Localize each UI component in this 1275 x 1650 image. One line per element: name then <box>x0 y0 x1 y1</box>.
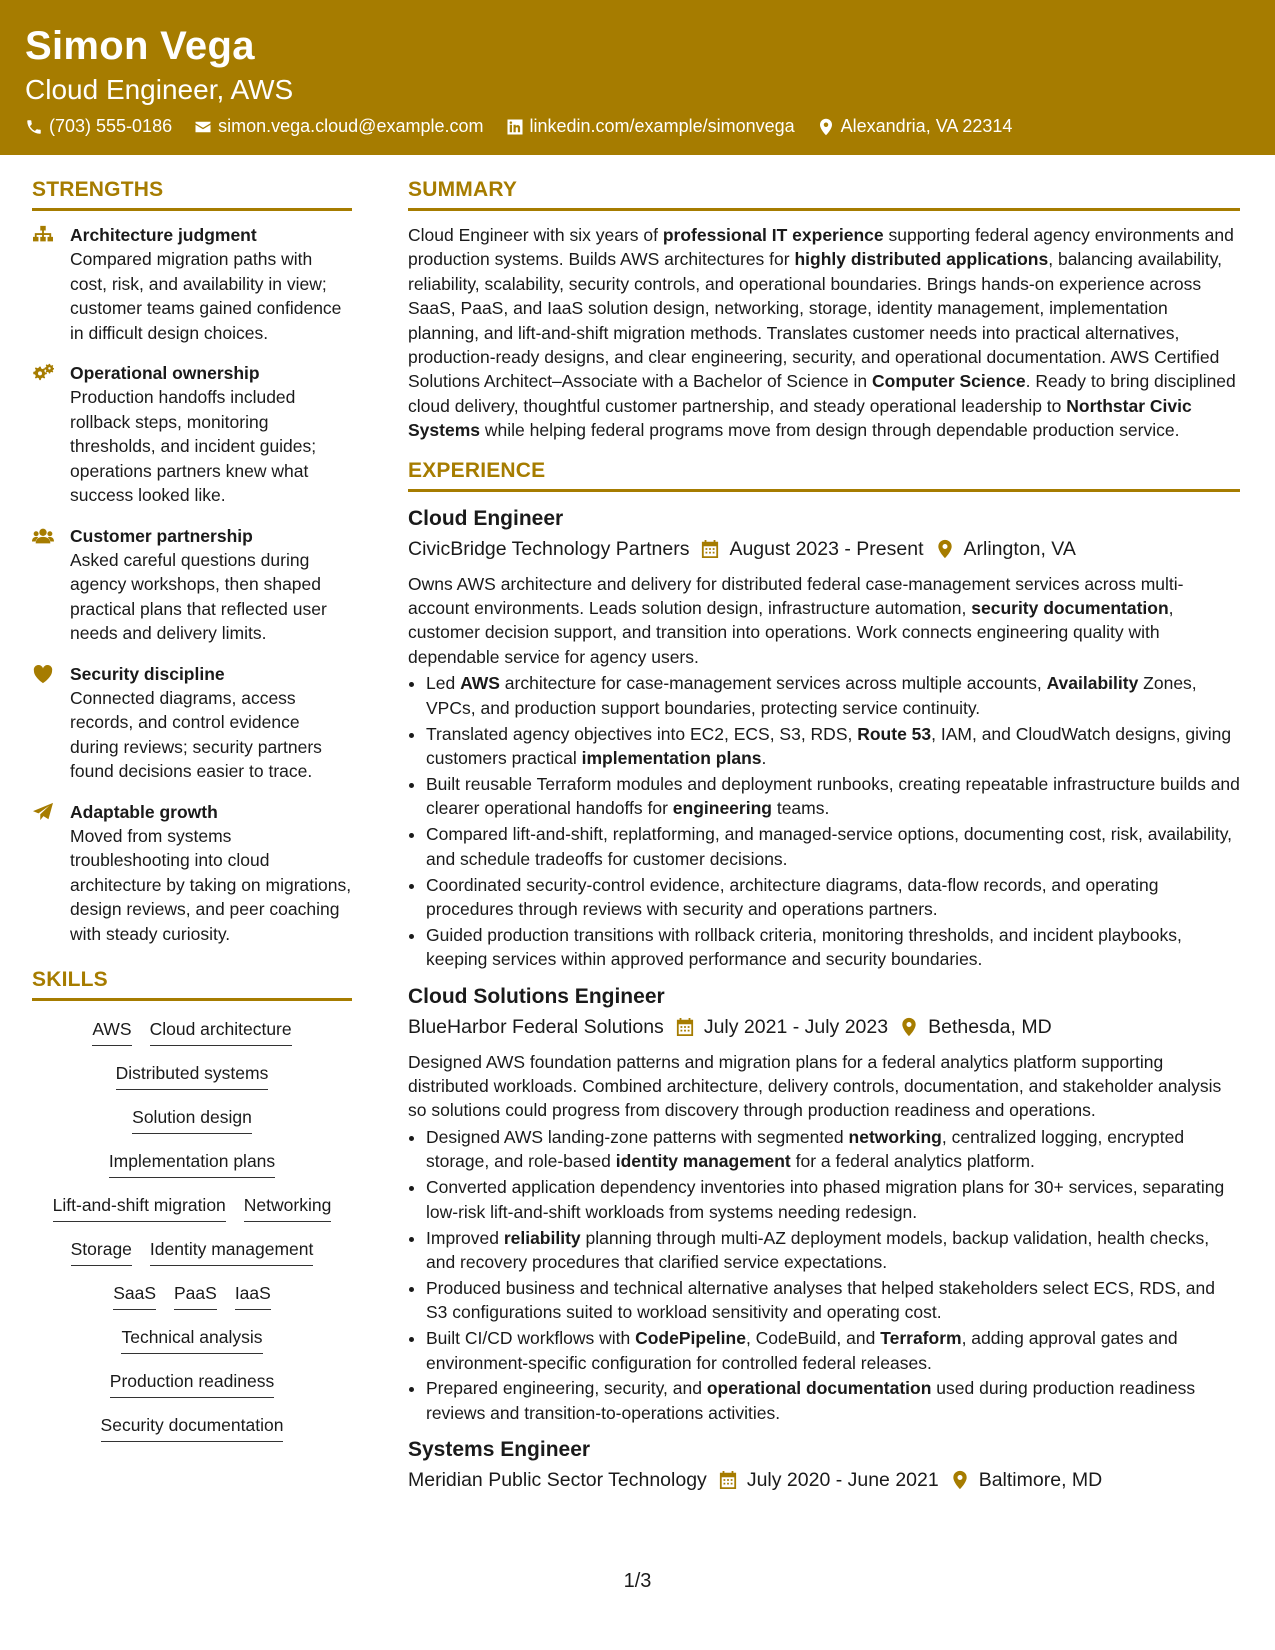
job-description <box>408 1050 1240 1123</box>
skills-row <box>32 1097 352 1141</box>
bold-text: networking <box>848 1126 942 1147</box>
email-icon <box>194 118 212 136</box>
text-run: , balancing availability, reliability, scalability, security controls, and operational boundaries. Brings hands-on experience across SaaS, PaaS, and IaaS solution design, networking, storage, identity management, implementation planning, and lift-and-shift migration methods. Translates customer needs into practical alternatives, production-ready designs, and clear engineering, security, and operational documentation. AWS Certified Solutions Architect–Associate with a Bachelor of Science in <box>408 249 1223 392</box>
skill-tag: Solution design <box>132 1097 252 1134</box>
text-run: Owns AWS architecture and delivery for distributed federal case-management services across multi-account environments. Leads solution design, infrastructure automation, <box>408 573 1184 619</box>
phone-icon <box>25 118 43 136</box>
text-run: Produced business and technical alternative analyses that helped stakeholders select ECS, RDS, and S3 configurations suited to workload sensitivity and operating cost. <box>426 1277 1215 1323</box>
bold-text: operational documentation <box>706 1378 932 1399</box>
text-run: Built CI/CD workflows with <box>426 1328 636 1349</box>
location-icon <box>817 118 835 136</box>
page-number: 1/3 <box>623 1570 652 1592</box>
calendar-icon <box>676 1017 694 1037</box>
strength-title: Adaptable growth <box>70 801 218 822</box>
skills-row <box>32 1053 352 1097</box>
bold-text: Northstar Civic Systems <box>408 395 1192 441</box>
job-company: Meridian Public Sector Technology <box>408 1469 707 1492</box>
text-run: teams. <box>771 798 830 819</box>
text-run: for a federal analytics platform. <box>790 1151 1035 1172</box>
text-run: Designed AWS landing-zone patterns with segmented <box>426 1126 849 1147</box>
summary-heading: SUMMARY <box>408 178 1240 211</box>
bullet-item <box>426 1125 1240 1174</box>
skills-row <box>32 1141 352 1185</box>
text-run: planning through multi-AZ deployment models, backup validation, health checks, and recovery procedures that clarified service expectations. <box>426 1227 1210 1272</box>
text-run: Improved <box>426 1227 504 1248</box>
text-run: Zones, VPCs, and production support boundaries, protecting service continuity. <box>426 673 1197 718</box>
bullet-item <box>426 671 1240 720</box>
text-run: Built reusable Terraform modules and deployment runbooks, creating repeatable infrastructure builds and clearer operational handoffs for <box>426 773 1240 819</box>
text-run: used during production readiness reviews and transition-to-operations activities. <box>426 1378 1196 1423</box>
skill-tag: Security documentation <box>101 1405 284 1442</box>
candidate-title: Cloud Engineer, AWS <box>25 74 294 105</box>
contact-location <box>817 116 1013 137</box>
text-run: architecture for case-management services across multiple accounts, <box>499 673 1047 694</box>
bullet-item <box>426 1276 1240 1325</box>
skills-row <box>32 1009 352 1053</box>
strength-text: Compared migration paths with cost, risk, and availability in view; customer teams gained confidence in difficult design choices. <box>70 249 342 343</box>
linkedin-icon <box>506 118 524 136</box>
bullet-item <box>426 1175 1240 1224</box>
bullet-item <box>426 1226 1240 1275</box>
text-run: Designed AWS foundation patterns and migration plans for a federal analytics platform supporting distributed workloads. Combined architecture, delivery controls, documentation, and stakeholder analysis so solutions could progress from discovery through production readiness and operations. <box>408 1051 1222 1121</box>
job-bullets <box>408 1125 1240 1425</box>
text-run: Guided production transitions with rollback criteria, monitoring thresholds, and incident playbooks, keeping services within approved performance and security boundaries. <box>426 924 1182 970</box>
linkedin-text: linkedin.com/example/simonvega <box>529 116 795 136</box>
bold-text: CodePipeline <box>635 1328 746 1349</box>
bullet-item <box>426 923 1240 972</box>
job-company: CivicBridge Technology Partners <box>408 537 690 560</box>
text-run: supporting federal agency environments and production systems. Builds AWS architectures for <box>408 225 1234 270</box>
job-company: BlueHarbor Federal Solutions <box>408 1015 664 1038</box>
skills-row <box>32 1405 352 1449</box>
heart-icon <box>32 664 54 684</box>
skill-tag: Storage <box>71 1229 132 1266</box>
bold-text: reliability <box>503 1227 581 1248</box>
bullet-item <box>426 873 1240 922</box>
skills-row <box>32 1185 352 1229</box>
bullet-item <box>426 1326 1240 1375</box>
strength-title: Operational ownership <box>70 363 260 383</box>
text-run: Converted application dependency inventories into phased migration plans for 30+ services, separating low-risk lift-and-shift workloads from systems needing redesign. <box>426 1177 1225 1222</box>
skill-tag: IaaS <box>235 1273 271 1310</box>
text-run: Prepared engineering, security, and <box>426 1378 707 1399</box>
skill-tag: Implementation plans <box>109 1141 275 1178</box>
summary-text <box>408 223 1240 443</box>
job-meta <box>408 534 1240 564</box>
strength-item <box>32 223 352 345</box>
job-entry <box>408 1435 1240 1495</box>
bold-text: Terraform <box>880 1328 962 1349</box>
strength-item <box>32 662 352 784</box>
strength-text: Asked careful questions during agency workshops, then shaped practical plans that reflected user needs and delivery limits. <box>70 549 327 643</box>
text-run: Led <box>426 673 461 694</box>
strength-title: Security discipline <box>70 663 225 684</box>
bold-text: AWS <box>460 673 500 694</box>
bullet-item <box>426 722 1240 771</box>
skill-tag: Cloud architecture <box>150 1009 292 1046</box>
text-run: . <box>761 748 767 768</box>
strength-text: Production handoffs included rollback steps, monitoring thresholds, and incident guides; operations partners knew what success looked like. <box>70 387 317 505</box>
resume-header <box>0 0 1275 155</box>
skills-row <box>32 1361 352 1405</box>
calendar-icon <box>719 1470 737 1490</box>
contact-linkedin[interactable] <box>506 116 795 137</box>
contact-email[interactable] <box>194 116 483 137</box>
skill-tag: PaaS <box>174 1273 217 1310</box>
text-run: Compared lift-and-shift, replatforming, and managed-service options, documenting cost, risk, availability, and schedule tradeoffs for customer decisions. <box>426 824 1233 869</box>
job-entry <box>408 504 1240 972</box>
skills-row <box>32 1273 352 1317</box>
text-run: , CodeBuild, and <box>745 1328 881 1349</box>
text-run: . Ready to bring disciplined cloud delivery, thoughtful customer partnership, and steady operational leadership to <box>408 371 1236 416</box>
bullet-item <box>426 822 1240 871</box>
job-location: Bethesda, MD <box>928 1015 1052 1038</box>
skills-heading: SKILLS <box>32 968 352 1001</box>
skills-row <box>32 1229 352 1273</box>
skill-tag: Networking <box>244 1185 332 1222</box>
skill-tag: Lift-and-shift migration <box>53 1185 226 1222</box>
job-title: Systems Engineer <box>408 1438 591 1462</box>
left-column <box>32 178 352 1449</box>
skills-row <box>32 1317 352 1361</box>
text-run: , adding approval gates and environment-specific configuration for controlled federal releases. <box>426 1328 1178 1373</box>
experience-list <box>408 504 1240 1496</box>
text-run: Cloud Engineer with six years of <box>408 225 663 245</box>
bold-text: identity management <box>615 1151 791 1172</box>
bullet-item <box>426 1376 1240 1425</box>
gears-icon <box>32 363 54 383</box>
text-run: , customer decision support, and transition into operations. Work connects engineering quality with dependable service for agency users. <box>408 598 1174 667</box>
skill-tag: AWS <box>92 1009 131 1046</box>
right-column <box>408 178 1240 1505</box>
bold-text: highly distributed applications <box>794 249 1049 270</box>
email-text: simon.vega.cloud@example.com <box>218 116 484 136</box>
contact-phone[interactable] <box>25 116 172 137</box>
strength-text: Moved from systems troubleshooting into cloud architecture by taking on migrations, design reviews, and peer coaching with steady curiosity. <box>70 825 352 944</box>
skills-list <box>32 1009 352 1449</box>
strength-item <box>32 361 352 508</box>
strength-title: Architecture judgment <box>70 225 257 245</box>
calendar-icon <box>701 539 719 559</box>
bold-text: Availability <box>1046 673 1139 694</box>
job-dates: August 2023 - Present <box>729 537 924 560</box>
location-text: Alexandria, VA 22314 <box>840 116 1013 136</box>
job-meta <box>408 1465 1240 1495</box>
job-dates: July 2021 - July 2023 <box>703 1015 889 1038</box>
job-bullets <box>408 671 1240 971</box>
strengths-heading: STRENGTHS <box>32 178 352 211</box>
users-icon <box>32 526 54 546</box>
bold-text: professional IT experience <box>662 225 884 245</box>
strength-text: Connected diagrams, access records, and control evidence during reviews; security partners found decisions easier to trace. <box>70 687 322 781</box>
hierarchy-icon <box>32 225 54 245</box>
skill-tag: Technical analysis <box>121 1317 262 1354</box>
strength-item <box>32 800 352 947</box>
location-pin-icon <box>900 1017 918 1037</box>
skill-tag: Identity management <box>150 1229 313 1266</box>
skill-tag: Distributed systems <box>116 1053 269 1090</box>
skill-tag: SaaS <box>113 1273 156 1310</box>
job-entry <box>408 982 1240 1426</box>
bold-text: Route 53 <box>857 723 932 744</box>
bold-text: Computer Science <box>872 371 1026 392</box>
strength-title: Customer partnership <box>70 525 253 546</box>
candidate-name: Simon Vega <box>25 24 255 68</box>
bullet-item <box>426 772 1240 821</box>
text-run: Translated agency objectives into EC2, ECS, S3, RDS, <box>426 723 858 744</box>
experience-heading: EXPERIENCE <box>408 459 1240 492</box>
bold-text: engineering <box>672 798 772 819</box>
contact-bar <box>25 116 1012 137</box>
skill-tag: Production readiness <box>110 1361 274 1398</box>
paper-plane-icon <box>32 802 54 822</box>
bold-text: implementation plans <box>581 748 762 768</box>
job-dates: July 2020 - June 2021 <box>746 1469 939 1492</box>
job-meta <box>408 1012 1240 1042</box>
job-title: Cloud Engineer <box>408 506 564 530</box>
job-title: Cloud Solutions Engineer <box>408 984 665 1008</box>
job-location: Baltimore, MD <box>978 1469 1103 1492</box>
text-run: Coordinated security-control evidence, architecture diagrams, data-flow records, and operating procedures through reviews with security and operations partners. <box>426 874 1159 919</box>
text-run: while helping federal programs move from design through dependable production service. <box>480 420 1180 441</box>
job-location: Arlington, VA <box>963 537 1076 560</box>
bold-text: security documentation <box>971 598 1169 619</box>
phone-text: (703) 555-0186 <box>49 116 173 136</box>
text-run: , IAM, and CloudWatch designs, giving customers practical <box>426 723 1232 768</box>
strength-item <box>32 524 352 646</box>
text-run: , centralized logging, encrypted storage, and role-based <box>426 1126 1185 1172</box>
location-pin-icon <box>936 539 954 559</box>
location-pin-icon <box>951 1470 969 1490</box>
job-description <box>408 572 1240 670</box>
